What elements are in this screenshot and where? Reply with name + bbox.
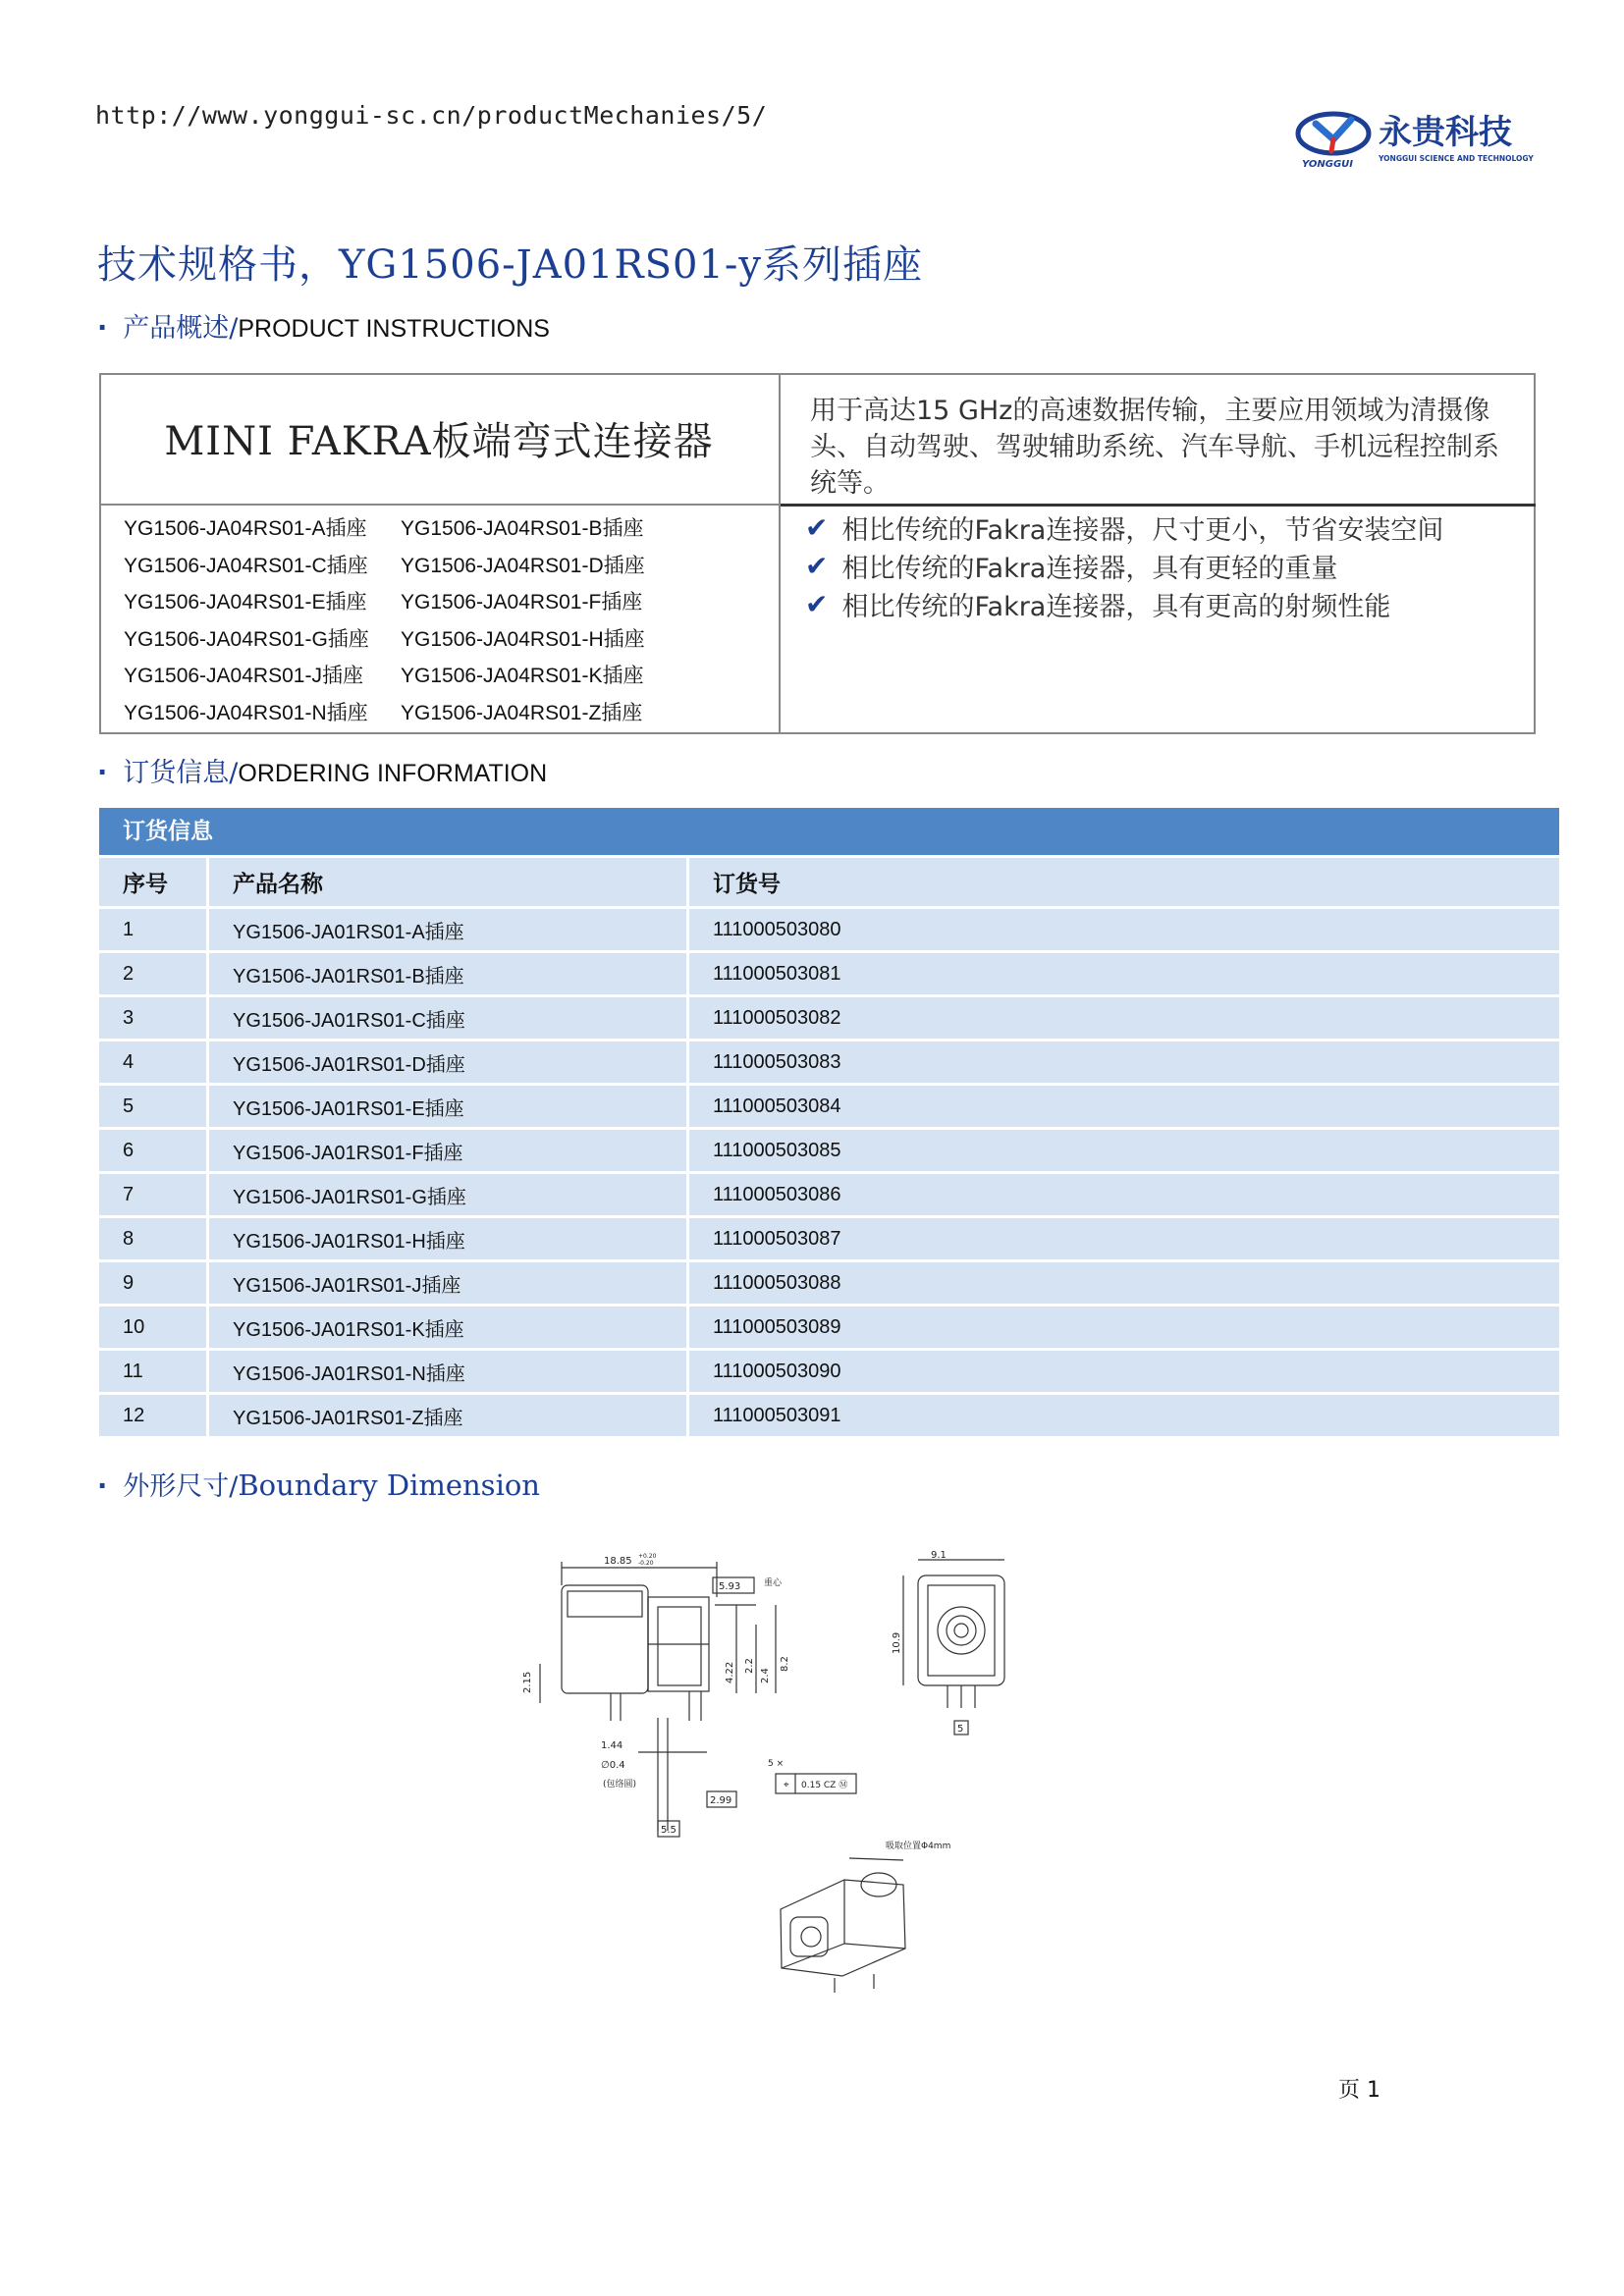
dim-5-5: 5.5 [661, 1825, 677, 1836]
logo-en: YONGGUI SCIENCE AND TECHNOLOGY [1379, 154, 1534, 163]
model-item: YG1506-JA04RS01-A插座 [124, 517, 367, 540]
table-row: 8 YG1506-JA01RS01-H插座 111000503087 [99, 1218, 1559, 1259]
logo-cn: 永贵科技 [1379, 113, 1512, 152]
dimension-drawing [511, 1546, 1100, 1998]
overview-divider [99, 504, 779, 506]
table-row: 10 YG1506-JA01RS01-K插座 111000503089 [99, 1307, 1559, 1348]
model-item: YG1506-JA04RS01-K插座 [401, 665, 644, 687]
dim-2-99: 2.99 [710, 1795, 732, 1806]
order-table [99, 808, 1559, 1439]
dim-length-tol: +0.20 [638, 1553, 657, 1560]
dim-2-4: 2.4 [760, 1668, 771, 1683]
dim-5x: 5 × [768, 1759, 785, 1769]
page-number: 页 1 [1338, 2078, 1380, 2103]
page-url[interactable]: http://www.yonggui-sc.cn/productMechanies/5/ [95, 101, 768, 130]
order-table-title: 订货信息 [99, 808, 1559, 855]
check-icon: ✔ [805, 511, 829, 544]
feature-item: ✔ 相比传统的Fakra连接器，尺寸更小，节省安装空间 [805, 511, 1444, 546]
logo-brand: YONGGUI [1302, 159, 1354, 170]
product-name: MINI FAKRA板端弯式连接器 [164, 419, 714, 464]
table-row: 9 YG1506-JA01RS01-J插座 111000503088 [99, 1262, 1559, 1304]
table-row: 12 YG1506-JA01RS01-Z插座 111000503091 [99, 1395, 1559, 1436]
table-row: 3 YG1506-JA01RS01-C插座 111000503082 [99, 997, 1559, 1039]
column-header: 序号 [99, 858, 206, 906]
check-icon: ✔ [805, 588, 829, 620]
page-title: 技术规格书，YG1506-JA01RS01-y系列插座 [97, 242, 924, 288]
section-heading-dimension: · 外形尺寸/Boundary Dimension [97, 1468, 540, 1502]
check-icon: ✔ [805, 550, 829, 582]
model-item: YG1506-JA04RS01-N插座 [124, 701, 368, 724]
dim-hole: ∅0.4 [601, 1760, 625, 1771]
table-row: 4 YG1506-JA01RS01-D插座 111000503083 [99, 1041, 1559, 1083]
model-item: YG1506-JA04RS01-F插座 [401, 591, 643, 614]
dim-width: 9.1 [931, 1550, 947, 1561]
pick-position-label: 吸取位置Φ4mm [886, 1842, 951, 1851]
model-item: YG1506-JA04RS01-B插座 [401, 517, 644, 540]
column-header: 订货号 [689, 858, 1559, 906]
feature-item: ✔ 相比传统的Fakra连接器，具有更高的射频性能 [805, 588, 1391, 622]
section-heading-overview: · 产品概述/PRODUCT INSTRUCTIONS [97, 313, 550, 344]
model-item: YG1506-JA04RS01-H插座 [401, 627, 645, 651]
model-item: YG1506-JA04RS01-E插座 [124, 591, 367, 614]
table-row: 11 YG1506-JA01RS01-N插座 111000503090 [99, 1351, 1559, 1392]
dim-5: 5 [957, 1724, 964, 1735]
model-item: YG1506-JA04RS01-G插座 [124, 627, 369, 651]
model-list [124, 512, 645, 733]
dim-1-44: 1.44 [601, 1740, 623, 1751]
column-header: 产品名称 [209, 858, 686, 906]
table-header-row [99, 858, 1559, 906]
tolerance-frame: 0.15 CZ Ⓜ [801, 1781, 848, 1790]
dim-length-tol: -0.20 [638, 1560, 654, 1567]
dim-length: 18.85 [604, 1556, 632, 1567]
feature-item: ✔ 相比传统的Fakra连接器，具有更轻的重量 [805, 550, 1338, 584]
model-item: YG1506-JA04RS01-J插座 [124, 665, 363, 687]
table-row: 5 YG1506-JA01RS01-E插座 111000503084 [99, 1086, 1559, 1127]
model-item: YG1506-JA04RS01-C插座 [124, 554, 368, 577]
feature-list [805, 508, 1443, 623]
dim-5-93: 5.93 [719, 1581, 741, 1592]
dim-4-22: 4.22 [725, 1661, 735, 1683]
overview-divider [781, 504, 1536, 507]
position-symbol: ⌖ [784, 1780, 789, 1790]
company-logo [1294, 110, 1547, 171]
table-row: 6 YG1506-JA01RS01-F插座 111000503085 [99, 1130, 1559, 1171]
model-item: YG1506-JA04RS01-D插座 [401, 554, 645, 577]
section-heading-ordering: · 订货信息/ORDERING INFORMATION [97, 758, 548, 788]
table-row: 1 YG1506-JA01RS01-A插座 111000503080 [99, 909, 1559, 950]
hole-note: (包络圆) [603, 1780, 637, 1789]
model-item: YG1506-JA04RS01-Z插座 [401, 701, 643, 724]
table-row: 2 YG1506-JA01RS01-B插座 111000503081 [99, 953, 1559, 994]
dim-8-2: 8.2 [780, 1656, 790, 1672]
dim-2-2: 2.2 [744, 1658, 755, 1674]
dim-2-15: 2.15 [522, 1671, 533, 1693]
table-row: 7 YG1506-JA01RS01-G插座 111000503086 [99, 1174, 1559, 1215]
dim-height: 10.9 [892, 1631, 902, 1654]
center-label: 重心 [764, 1578, 783, 1588]
overview-divider [779, 373, 781, 734]
product-description: 用于高达15 GHz的高速数据传输，主要应用领域为清摄像头、自动驾驶、驾驶辅助系统、汽车导航、手机远程控制系统等。 [810, 396, 1499, 499]
